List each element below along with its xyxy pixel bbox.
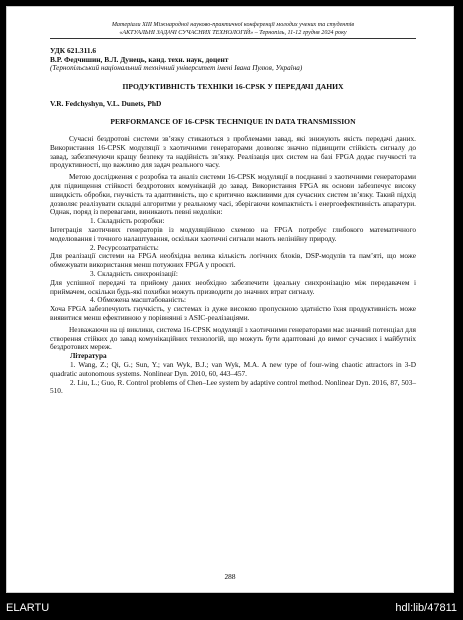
references-heading: Література (70, 351, 107, 361)
list-item-text: Інтеграція хаотичних генераторів із модуляційною схемою на FPGA потребує глибокого математичного моделювання і точного налаштування, оскільки хаотичні сигнали мають нелінійну природу. (50, 224, 416, 243)
list-item-title: 3. Складність синхронізації: (90, 268, 178, 278)
handle-id: hdl:lib/47811 (395, 602, 457, 614)
repository-name: ELARTU (6, 602, 50, 614)
affiliation: (Тернопільський національний технічний університет імені Івана Пулюя, Україна) (50, 64, 303, 72)
repository-footer (0, 600, 463, 620)
udc-code: УДК 621.311.6 (50, 46, 97, 55)
paragraph-intro: Сучасні бездротові системи зв’язку стикаються з проблемами завад, які знижують якість передачі даних. Використання 16-CPSK модуляції з хаотичними генераторами дозволяє значно підвищити стійкість сигналу до завад, забезпечуючи кращу безпеку та надійність зв’язку. Реалізація цих систем на базі FPGA додає гнучкості та продуктивності, що важливо для задач реального часу. (50, 134, 416, 170)
paragraph-goal: Метою дослідження є розробка та аналіз системи 16-CPSK модуляції в поєднанні з хаотичними генераторами для підвищення стійкості бездротових комунікацій до завад. Використання FPGA як основи забезпечує високу швидкість обробки, гнучкість та адаптивність, що є критично важливими для сучасних систем зв’язку. Такий підхід дозволяє реалізувати складні алгоритми у реальному часі, зберігаючи компактність і енергоефективність апаратури. Однак, поряд із перевагами, виникають певні недоліки: (50, 172, 416, 217)
article-body (50, 135, 416, 396)
running-header (50, 21, 416, 37)
paragraph-conclusion: Незважаючи на ці виклики, система 16-CPSK модуляції з хаотичними генераторами має значний потенціал для створення стійких до завад комунікаційних технологій, що можуть бути адаптовані до вимог сучасних і майбутніх бездротових мереж. (50, 324, 416, 352)
list-item-title: 1. Складність розробки: (90, 216, 165, 226)
reference-item: 2. Liu, L.; Guo, R. Control problems of Chen–Lee system by adaptive control method. Nonlinear Dyn. 2016, 87, 503–510. (50, 377, 416, 396)
list-item-text: Для реалізації системи на FPGA необхідна велика кількість логічних блоків, DSP-модулів та пам’яті, що може обмежувати використання менш потужних FPGA у проєкті. (50, 251, 416, 270)
list-item-text: Хоча FPGA забезпечують гнучкість, у системах із дуже високою пропускною здатністю їхня продуктивність може виявитися менш ефективною у порівнянні з ASIC-реалізаціями. (50, 304, 416, 322)
header-line-2: «АКТУАЛЬНІ ЗАДАЧІ СУЧАСНИХ ТЕХНОЛОГІЙ» – Тернопіль, 11-12 грудня 2024 року (119, 30, 347, 36)
document-page (7, 7, 453, 592)
authors-en: V.R. Fedchyshyn, V.L. Dunets, PhD (50, 99, 162, 108)
list-item-title: 4. Обмежена масштабованість: (90, 295, 187, 305)
reference-item: 1. Wang, Z.; Qi, G.; Sun, Y.; van Wyk, B.J.; van Wyk, M.A. A new type of four-wing chaotic attractors in 3-D quadratic autonomous systems. Nonlinear Dyn. 2010, 60, 443–457. (50, 359, 416, 378)
list-item-title: 2. Ресурсозатратність: (90, 242, 159, 252)
page-content (50, 21, 416, 396)
title-en: PERFORMANCE OF 16-CPSK TECHNIQUE IN DATA TRANSMISSION (110, 117, 356, 126)
header-rule (50, 38, 416, 39)
title-ua: ПРОДУКТИВНІСТЬ ТЕХНІКИ 16-CPSK У ПЕРЕДАЧІ ДАНИХ (122, 82, 344, 91)
header-line-1: Матеріали ХІІІ Міжнародної науково-практичної конференції молодих учених та студентів (111, 22, 355, 28)
page-number: 288 (224, 572, 236, 581)
authors-ua: В.Р. Федчишин, В.Л. Дунець, канд. техн. наук, доцент (50, 55, 229, 64)
list-item-text: Для успішної передачі та прийому даних необхідно забезпечити ідеальну синхронізацію між передавачем і приймачем, оскільки будь-які похибки можуть призводити до значних втрат сигналу. (50, 277, 416, 296)
